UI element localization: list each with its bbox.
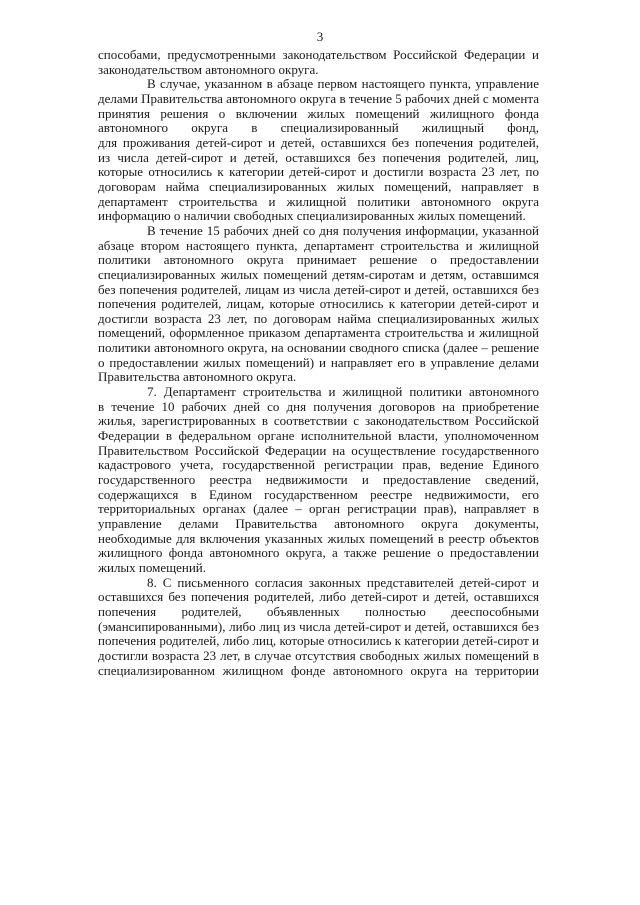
text-line: попечения родителей, либо лиц, которые относились к категории детей-сирот и — [98, 634, 539, 649]
text-line: попечения родителей, лицам, которые относились к категории детей-сирот и — [98, 297, 539, 312]
text-line: Правительства автономного округа. — [98, 370, 297, 385]
text-line: автономного округа в специализированный жилищный фонд, — [98, 121, 539, 136]
text-line: из числа детей-сирот и детей, оставшихся без попечения родителей, лиц, — [98, 150, 539, 165]
page-number: 3 — [316, 29, 324, 44]
text-line: политики автономного округа, на основании сводного списка (далее – решение — [98, 341, 539, 356]
paragraph — [98, 224, 539, 385]
text-line: 8. С письменного согласия законных представителей детей-сирот и — [147, 575, 539, 590]
text-line: (эмансипированными), либо лиц из числа детей-сирот и детей, оставшихся без — [98, 619, 539, 634]
text-line: государственного реестра недвижимости и предоставление сведений, — [98, 473, 539, 488]
text-line: достигли возраста 23 лет, по договорам найма специализированных жилых — [98, 311, 539, 326]
text-line: жилья, зарегистрированных в соответствии с законодательством Российской — [98, 414, 539, 429]
paragraph — [98, 385, 539, 576]
text-line: в течение 10 рабочих дней со дня получения договоров на приобретение — [98, 399, 539, 414]
text-line: попечения родителей, объявленных полностью дееспособными — [98, 604, 539, 619]
text-line: необходимые для включения указанных жилых помещений в реестр объектов — [98, 531, 539, 546]
text-line: делами Правительства автономного округа в течение 5 рабочих дней с момента — [98, 91, 539, 106]
text-line: специализированных жилых помещений детям-сиротам и детям, оставшимся — [98, 267, 539, 282]
text-line: оставшихся без попечения родителей, либо детей-сирот и детей, оставшихся — [98, 590, 539, 605]
text-line: Правительством Российской Федерации на осуществление государственного — [98, 443, 539, 458]
text-line: о предоставлении жилых помещений) и направляет его в управление делами — [98, 355, 539, 370]
text-line: без попечения родителей, лицам из числа детей-сирот и детей, оставшихся без — [98, 282, 539, 297]
text-line: специализированном жилищном фонде автономного округа на территории — [98, 663, 539, 678]
text-line: политики автономного округа принимает решение о предоставлении — [98, 253, 539, 268]
text-line: В течение 15 рабочих дней со дня получения информации, указанной — [147, 223, 539, 238]
text-line: содержащихся в Едином государственном реестре недвижимости, его — [98, 487, 539, 502]
text-line: для проживания детей-сирот и детей, оставшихся без попечения родителей, — [98, 135, 539, 150]
text-line: информацию о наличии свободных специализированных жилых помещений. — [98, 209, 526, 224]
text-line: департамент строительства и жилищной политики автономного округа — [98, 194, 539, 209]
text-line: управление делами Правительства автономного округа документы, — [98, 517, 539, 531]
text-line: Федерации в федеральном органе исполнительной власти, уполномоченном — [98, 429, 539, 444]
paragraph — [98, 48, 539, 77]
text-line: помещений, оформленное приказом департамента строительства и жилищной — [98, 326, 539, 341]
document-body — [98, 48, 539, 678]
paragraph — [98, 77, 539, 224]
paragraph — [98, 576, 539, 679]
text-line: законодательством автономного округа. — [98, 62, 319, 77]
text-line: 7. Департамент строительства и жилищной политики автономного — [147, 385, 539, 400]
text-line: жилищного фонда автономного округа, а также решение о предоставлении — [98, 546, 539, 561]
text-line: договорам найма специализированных жилых помещений, направляет в — [98, 179, 539, 194]
text-line: достигли возраста 23 лет, в случае отсутствия свободных жилых помещений в — [98, 648, 539, 663]
text-line: территориальных органах (далее – орган регистрации прав), направляет в — [98, 502, 539, 517]
text-line: которые относились к категории детей-сирот и достигли возраста 23 лет, по — [98, 165, 539, 180]
text-line: способами, предусмотренными законодательством Российской Федерации и — [98, 48, 539, 62]
text-line: жилых помещений. — [98, 560, 207, 575]
text-line: принятия решения о включении жилых помещений жилищного фонда — [98, 106, 539, 121]
text-line: абзаце втором настоящего пункта, департамент строительства и жилищной — [98, 238, 539, 253]
text-line: кадастрового учета, государственной регистрации прав, ведение Единого — [98, 458, 539, 473]
text-line: В случае, указанном в абзаце первом настоящего пункта, управление — [147, 77, 539, 92]
